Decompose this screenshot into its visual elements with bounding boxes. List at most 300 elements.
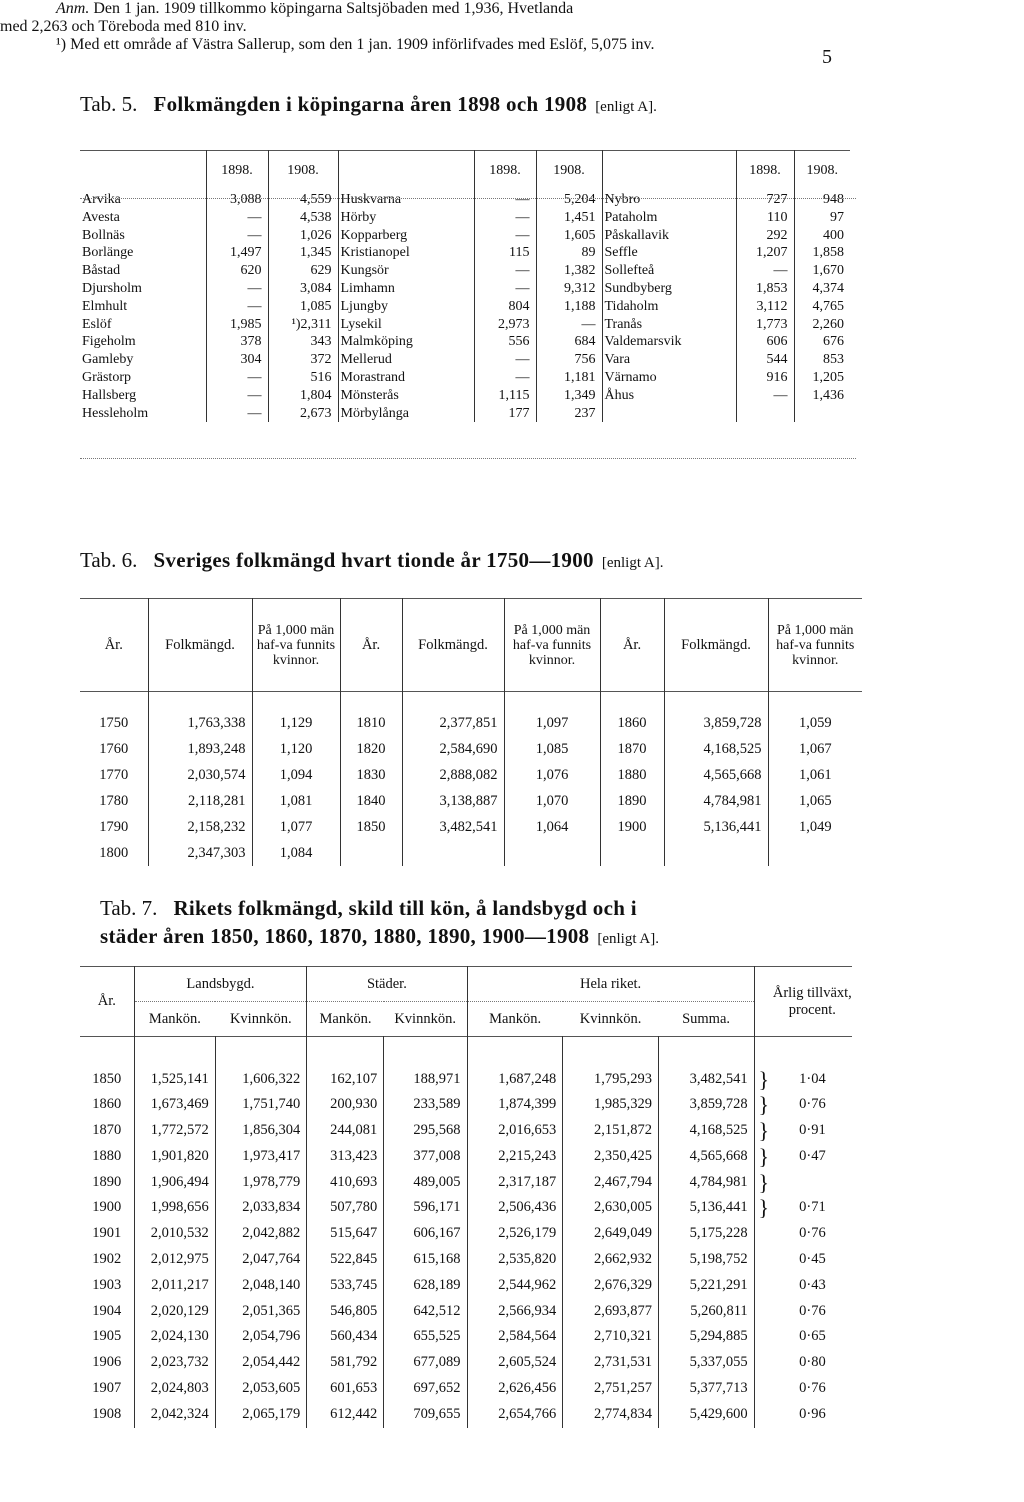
tab7-land-kvinn: 2,048,140 bbox=[215, 1273, 307, 1299]
tab5-col-1908: 1908. bbox=[536, 151, 602, 192]
tab7-heading bbox=[100, 896, 637, 921]
tab7-hela-man: 2,016,653 bbox=[467, 1118, 563, 1144]
tab7-hela-man: 2,506,436 bbox=[467, 1195, 563, 1221]
tab5-value-1908: 4,559 bbox=[268, 191, 338, 209]
tab7-growth: 0·76 bbox=[799, 1302, 826, 1319]
tab5-place: Mörbylånga bbox=[338, 405, 474, 423]
tab5-table bbox=[80, 150, 850, 422]
tab5-place: Ljungby bbox=[338, 298, 474, 316]
tab5-place: Tranås bbox=[602, 316, 736, 334]
tab7-table bbox=[80, 966, 852, 1428]
tab7-row bbox=[80, 1221, 852, 1247]
tab7-land-kvinn: 2,033,834 bbox=[215, 1195, 307, 1221]
tab5-place: Tidaholm bbox=[602, 298, 736, 316]
tab7-growth: 0·96 bbox=[799, 1405, 826, 1422]
tab5-place: Nybro bbox=[602, 191, 736, 209]
tab7-hela-kvinn: 2,649,049 bbox=[563, 1221, 659, 1247]
tab5-place: Värnamo bbox=[602, 369, 736, 387]
tab5-value-1898: — bbox=[474, 351, 536, 369]
tab5-place: Eslöf bbox=[80, 316, 206, 334]
tab7-sub-kvinn: Kvinnkön. bbox=[384, 1002, 467, 1037]
tab6-population: 4,168,525 bbox=[664, 736, 768, 762]
tab5-place: Lysekil bbox=[338, 316, 474, 334]
tab7-grp-stad: Städer. bbox=[307, 967, 467, 1002]
tab7-land-kvinn: 1,856,304 bbox=[215, 1118, 307, 1144]
tab5-row bbox=[80, 262, 850, 280]
tab5-place: Mönsterås bbox=[338, 387, 474, 405]
tab7-row bbox=[80, 1324, 852, 1350]
tab5-value-1898: — bbox=[474, 227, 536, 245]
tab5-place: Åhus bbox=[602, 387, 736, 405]
tab5-row bbox=[80, 298, 850, 316]
tab7-stad-kvinn: 377,008 bbox=[384, 1144, 467, 1170]
tab7-stad-man: 313,423 bbox=[307, 1144, 384, 1170]
tab7-hela-man: 2,605,524 bbox=[467, 1350, 563, 1376]
tab5-value-1908: ¹)2,311 bbox=[268, 316, 338, 334]
tab5-value-1908: 1,804 bbox=[268, 387, 338, 405]
tab7-hela-summa: 5,260,811 bbox=[658, 1299, 754, 1325]
tab6-population: 3,482,541 bbox=[402, 814, 504, 840]
tab6-row bbox=[80, 840, 862, 866]
tab5-value-1908: 372 bbox=[268, 351, 338, 369]
tab7-stad-man: 546,805 bbox=[307, 1299, 384, 1325]
tab7-growth: 0·80 bbox=[799, 1354, 826, 1371]
tab7-year: 1890 bbox=[80, 1170, 134, 1196]
tab5-place: Huskvarna bbox=[338, 191, 474, 209]
tab5-row bbox=[80, 191, 850, 209]
tab6-ratio: 1,097 bbox=[504, 710, 600, 736]
tab7-row bbox=[80, 1273, 852, 1299]
tab7-growth: 0·65 bbox=[799, 1328, 826, 1345]
tab5-col-1908: 1908. bbox=[806, 163, 838, 178]
tab6-ratio: 1,077 bbox=[252, 814, 340, 840]
tab6-col-ratio: På 1,000 män haf-va funnits kvinnor. bbox=[252, 599, 340, 692]
tab5-place: Båstad bbox=[80, 262, 206, 280]
tab5-value-1908: — bbox=[536, 316, 602, 334]
tab5-value-1898: — bbox=[206, 387, 268, 405]
tab6-ratio: 1,049 bbox=[798, 818, 832, 835]
tab7-stad-kvinn: 615,168 bbox=[384, 1247, 467, 1273]
tab7-row bbox=[80, 1195, 852, 1221]
tab5-value-1898: 3,112 bbox=[736, 298, 794, 316]
tab5-place: Kungsör bbox=[338, 262, 474, 280]
tab7-growth: 0·45 bbox=[799, 1251, 826, 1268]
tab7-stad-man: 244,081 bbox=[307, 1118, 384, 1144]
tab7-hela-man: 1,687,248 bbox=[467, 1067, 563, 1093]
tab5-value-1898: 115 bbox=[474, 244, 536, 262]
tab5-value-1898: 727 bbox=[736, 191, 794, 209]
tab6-year: 1760 bbox=[80, 736, 148, 762]
tab7-hela-summa: 5,294,885 bbox=[658, 1324, 754, 1350]
tab6-population: 2,584,690 bbox=[402, 736, 504, 762]
tab7-brace bbox=[754, 1324, 773, 1350]
tab7-stad-kvinn: 709,655 bbox=[384, 1402, 467, 1428]
tab7-brace: } bbox=[758, 1143, 770, 1169]
tab7-stad-kvinn: 628,189 bbox=[384, 1273, 467, 1299]
tab7-land-man: 2,012,975 bbox=[134, 1247, 215, 1273]
tab7-hela-kvinn: 2,751,257 bbox=[563, 1376, 659, 1402]
tab7-land-kvinn: 2,051,365 bbox=[215, 1299, 307, 1325]
tab7-stad-kvinn: 642,512 bbox=[384, 1299, 467, 1325]
tab5-value-1908: 2,260 bbox=[812, 316, 844, 332]
tab5-value-1898: 804 bbox=[474, 298, 536, 316]
tab6-col-pop: Folkmängd. bbox=[402, 599, 504, 692]
tab7-row bbox=[80, 1118, 852, 1144]
tab6-population: 3,138,887 bbox=[402, 788, 504, 814]
tab5-value-1908: 4,538 bbox=[268, 209, 338, 227]
tab7-hela-kvinn: 2,774,834 bbox=[563, 1402, 659, 1428]
tab5-value-1898: 292 bbox=[736, 227, 794, 245]
tab6-ratio: 1,129 bbox=[252, 710, 340, 736]
tab7-growth: 1·04 bbox=[799, 1070, 826, 1087]
tab7-land-man: 1,673,469 bbox=[134, 1092, 215, 1118]
tab5-place: Figeholm bbox=[80, 333, 206, 351]
tab6-row bbox=[80, 814, 862, 840]
tab5-value-1898: — bbox=[206, 369, 268, 387]
tab5-value-1898: 1,985 bbox=[206, 316, 268, 334]
tab7-growth: 0·76 bbox=[799, 1225, 826, 1242]
tab7-stad-kvinn: 655,525 bbox=[384, 1324, 467, 1350]
tab5-value-1908: 343 bbox=[268, 333, 338, 351]
tab7-stad-man: 200,930 bbox=[307, 1092, 384, 1118]
tab7-growth bbox=[773, 1170, 852, 1196]
tab5-value-1898: — bbox=[474, 191, 536, 209]
tab6-ratio: 1,120 bbox=[252, 736, 340, 762]
tab7-growth: 0·76 bbox=[799, 1096, 826, 1113]
tab7-grp-land: Landsbygd. bbox=[134, 967, 307, 1002]
tab6-col-year: År. bbox=[600, 599, 664, 692]
tab7-hela-kvinn: 2,662,932 bbox=[563, 1247, 659, 1273]
tab6-year: 1860 bbox=[600, 710, 664, 736]
tab7-stad-man: 612,442 bbox=[307, 1402, 384, 1428]
tab5-row bbox=[80, 227, 850, 245]
tab7-row bbox=[80, 1402, 852, 1428]
tab7-source: [enligt A]. bbox=[597, 931, 660, 947]
tab7-brace: } bbox=[758, 1066, 770, 1092]
tab5-value-1898: 1,497 bbox=[206, 244, 268, 262]
tab7-hela-summa: 4,168,525 bbox=[658, 1118, 754, 1144]
tab7-heading-line2 bbox=[100, 924, 659, 949]
tab5-header-row bbox=[80, 151, 850, 192]
tab5-place: Bollnäs bbox=[80, 227, 206, 245]
tab5-value-1898 bbox=[736, 405, 794, 423]
tab6-year: 1750 bbox=[80, 710, 148, 736]
tab5-value-1898: 1,853 bbox=[736, 280, 794, 298]
tab7-row bbox=[80, 1067, 852, 1093]
tab7-stad-man: 581,792 bbox=[307, 1350, 384, 1376]
tab6-population: 2,118,281 bbox=[148, 788, 252, 814]
tab5-value-1908: 1,858 bbox=[812, 245, 844, 261]
tab7-hela-summa: 5,175,228 bbox=[658, 1221, 754, 1247]
tab7-year: 1880 bbox=[80, 1144, 134, 1170]
tab7-land-kvinn: 2,065,179 bbox=[215, 1402, 307, 1428]
tab5-header-rule bbox=[80, 198, 856, 199]
tab6-year: 1850 bbox=[340, 814, 402, 840]
tab5-value-1898: — bbox=[206, 405, 268, 423]
tab5-col-1908: 1908. bbox=[268, 151, 338, 192]
tab7-hela-kvinn: 1,985,329 bbox=[563, 1092, 659, 1118]
tab5-bottom-rule bbox=[80, 458, 856, 459]
tab7-stad-kvinn: 233,589 bbox=[384, 1092, 467, 1118]
tab5-value-1908: 1,349 bbox=[536, 387, 602, 405]
tab7-stad-kvinn: 677,089 bbox=[384, 1350, 467, 1376]
tab5-value-1908: 1,436 bbox=[812, 387, 844, 403]
tab7-year: 1902 bbox=[80, 1247, 134, 1273]
tab5-row bbox=[80, 316, 850, 334]
tab5-value-1898: — bbox=[474, 262, 536, 280]
tab5-value-1908: 1,085 bbox=[268, 298, 338, 316]
tab6-year: 1880 bbox=[600, 762, 664, 788]
tab7-hela-summa: 5,136,441 bbox=[658, 1195, 754, 1221]
tab6-row bbox=[80, 762, 862, 788]
tab6-population: 2,030,574 bbox=[148, 762, 252, 788]
tab5-place: Hallsberg bbox=[80, 387, 206, 405]
tab7-hela-summa: 3,859,728 bbox=[658, 1092, 754, 1118]
tab7-row bbox=[80, 1170, 852, 1196]
tab7-year: 1850 bbox=[80, 1067, 134, 1093]
tab7-growth: 0·91 bbox=[799, 1122, 826, 1139]
tab7-hela-kvinn: 2,630,005 bbox=[563, 1195, 659, 1221]
tab7-label: Tab. 7. bbox=[100, 896, 158, 920]
tab5-value-1898: 2,973 bbox=[474, 316, 536, 334]
tab7-growth: 0·71 bbox=[799, 1199, 826, 1216]
tab6-ratio: 1,059 bbox=[798, 714, 832, 731]
tab6-population: 1,763,338 bbox=[148, 710, 252, 736]
tab5-note-label: Anm. bbox=[56, 0, 90, 17]
tab7-sub-man: Mankön. bbox=[148, 1010, 201, 1027]
tab7-stad-kvinn: 188,971 bbox=[384, 1067, 467, 1093]
tab6-year: 1820 bbox=[340, 736, 402, 762]
tab7-land-man: 2,011,217 bbox=[134, 1273, 215, 1299]
tab5-value-1898: 620 bbox=[206, 262, 268, 280]
tab7-row bbox=[80, 1350, 852, 1376]
tab6-ratio: 1,064 bbox=[504, 814, 600, 840]
tab6-population: 2,888,082 bbox=[402, 762, 504, 788]
tab6-header-row bbox=[80, 599, 862, 692]
tab6-ratio: 1,067 bbox=[798, 740, 832, 757]
tab7-land-kvinn: 2,054,796 bbox=[215, 1324, 307, 1350]
tab7-sub-kvinn: Kvinnkön. bbox=[215, 1002, 307, 1037]
tab5-title: Folkmängden i köpingarna åren 1898 och 1908 bbox=[153, 92, 588, 116]
tab7-year: 1901 bbox=[80, 1221, 134, 1247]
tab6-ratio bbox=[504, 840, 600, 866]
tab5-col-1898: 1898. bbox=[206, 151, 268, 192]
tab7-land-man: 1,906,494 bbox=[134, 1170, 215, 1196]
tab5-row bbox=[80, 369, 850, 387]
tab6-population: 3,859,728 bbox=[664, 710, 768, 736]
tab6-ratio bbox=[768, 840, 862, 866]
tab6-year: 1830 bbox=[340, 762, 402, 788]
tab7-year: 1903 bbox=[80, 1273, 134, 1299]
tab5-value-1908: 4,374 bbox=[812, 280, 844, 296]
tab5-label: Tab. 5. bbox=[80, 92, 138, 116]
tab6-ratio: 1,061 bbox=[798, 766, 832, 783]
tab6-ratio: 1,076 bbox=[504, 762, 600, 788]
tab7-row bbox=[80, 1092, 852, 1118]
tab7-stad-man: 601,653 bbox=[307, 1376, 384, 1402]
tab6-table bbox=[80, 598, 862, 866]
tab7-hela-man: 2,584,564 bbox=[467, 1324, 563, 1350]
tab7-land-man: 1,901,820 bbox=[134, 1144, 215, 1170]
tab7-grp-tillvaxt: Årlig tillväxt, procent. bbox=[772, 984, 852, 1018]
tab6-year: 1840 bbox=[340, 788, 402, 814]
tab5-value-1898: — bbox=[736, 262, 794, 280]
tab7-brace: } bbox=[758, 1118, 770, 1144]
tab7-stad-man: 410,693 bbox=[307, 1170, 384, 1196]
tab7-hela-summa: 5,337,055 bbox=[658, 1350, 754, 1376]
tab7-hela-summa: 4,784,981 bbox=[658, 1170, 754, 1196]
tab5-place: Sollefteå bbox=[602, 262, 736, 280]
tab5-value-1908: 1,382 bbox=[536, 262, 602, 280]
tab6-col-ratio: På 1,000 män haf-va funnits kvinnor. bbox=[776, 622, 855, 668]
tab5-value-1908: 1,451 bbox=[536, 209, 602, 227]
tab7-title-line1: Rikets folkmängd, skild till kön, å landsbygd och i bbox=[173, 896, 637, 920]
tab6-population: 2,158,232 bbox=[148, 814, 252, 840]
tab5-value-1908: 1,181 bbox=[536, 369, 602, 387]
tab7-sub-kvinn: Kvinnkön. bbox=[579, 1010, 642, 1027]
tab7-land-man: 2,010,532 bbox=[134, 1221, 215, 1247]
tab5-value-1898: — bbox=[474, 280, 536, 298]
tab7-land-man: 2,024,803 bbox=[134, 1376, 215, 1402]
tab7-brace bbox=[754, 1376, 773, 1402]
tab7-hela-kvinn: 2,350,425 bbox=[563, 1144, 659, 1170]
tab6-population: 2,377,851 bbox=[402, 710, 504, 736]
tab5-footnote: ¹) Med ett område af Västra Sallerup, som den 1 jan. 1909 införlifvades med Eslöf, 5,075 inv. bbox=[56, 36, 655, 53]
tab7-hela-summa: 4,565,668 bbox=[658, 1144, 754, 1170]
tab7-growth: 0·43 bbox=[799, 1276, 826, 1293]
tab7-land-man: 1,525,141 bbox=[134, 1067, 215, 1093]
tab5-value-1908: 853 bbox=[823, 352, 844, 368]
tab5-col-1898: 1898. bbox=[736, 151, 794, 192]
tab5-place: Malmköping bbox=[338, 333, 474, 351]
tab5-note bbox=[0, 0, 780, 18]
tab7-stad-man: 515,647 bbox=[307, 1221, 384, 1247]
page-number: 5 bbox=[822, 46, 832, 68]
tab5-value-1908: 1,205 bbox=[812, 369, 844, 385]
tab5-value-1898: — bbox=[206, 227, 268, 245]
tab5-value-1908: 4,765 bbox=[812, 298, 844, 314]
tab6-col-ratio: På 1,000 män haf-va funnits kvinnor. bbox=[504, 599, 600, 692]
tab6-ratio: 1,081 bbox=[252, 788, 340, 814]
tab7-year: 1906 bbox=[80, 1350, 134, 1376]
tab7-brace: } bbox=[758, 1169, 770, 1195]
tab5-value-1898: — bbox=[206, 280, 268, 298]
tab6-year: 1780 bbox=[80, 788, 148, 814]
tab7-year: 1904 bbox=[80, 1299, 134, 1325]
tab7-header-row1 bbox=[80, 967, 852, 1002]
tab5-value-1908: 400 bbox=[823, 227, 844, 243]
tab6-population: 1,893,248 bbox=[148, 736, 252, 762]
tab5-place: Borlänge bbox=[80, 244, 206, 262]
tab5-value-1898: 177 bbox=[474, 405, 536, 423]
tab6-row bbox=[80, 736, 862, 762]
tab5-value-1908: 684 bbox=[536, 333, 602, 351]
tab5-value-1898: — bbox=[206, 209, 268, 227]
tab5-value-1908: 1,605 bbox=[536, 227, 602, 245]
tab7-land-man: 2,024,130 bbox=[134, 1324, 215, 1350]
tab7-brace bbox=[754, 1350, 773, 1376]
tab7-land-kvinn: 1,978,779 bbox=[215, 1170, 307, 1196]
tab6-ratio: 1,065 bbox=[798, 792, 832, 809]
tab7-hela-summa: 5,429,600 bbox=[658, 1402, 754, 1428]
tab6-source: [enligt A]. bbox=[601, 555, 664, 571]
tab7-brace bbox=[754, 1221, 773, 1247]
tab7-stad-man: 507,780 bbox=[307, 1195, 384, 1221]
tab7-stad-man: 533,745 bbox=[307, 1273, 384, 1299]
tab5-place: Kopparberg bbox=[338, 227, 474, 245]
tab5-place: Djursholm bbox=[80, 280, 206, 298]
tab5-value-1898: 110 bbox=[736, 209, 794, 227]
tab7-header-row2 bbox=[80, 1002, 852, 1037]
tab5-value-1908: 1,670 bbox=[812, 263, 844, 279]
tab5-value-1898: 3,088 bbox=[206, 191, 268, 209]
tab7-hela-kvinn: 2,151,872 bbox=[563, 1118, 659, 1144]
tab7-land-kvinn: 2,053,605 bbox=[215, 1376, 307, 1402]
tab7-hela-man: 2,626,456 bbox=[467, 1376, 563, 1402]
tab7-hela-kvinn: 2,676,329 bbox=[563, 1273, 659, 1299]
tab7-row bbox=[80, 1144, 852, 1170]
tab7-year: 1870 bbox=[80, 1118, 134, 1144]
tab6-year: 1790 bbox=[80, 814, 148, 840]
tab7-stad-kvinn: 596,171 bbox=[384, 1195, 467, 1221]
tab7-hela-kvinn: 1,795,293 bbox=[563, 1067, 659, 1093]
tab6-year: 1800 bbox=[80, 840, 148, 866]
tab7-col-year: År. bbox=[80, 967, 134, 1037]
tab7-hela-man: 2,526,179 bbox=[467, 1221, 563, 1247]
tab7-sub-man: Mankön. bbox=[319, 1010, 372, 1027]
tab7-hela-summa: 5,198,752 bbox=[658, 1247, 754, 1273]
tab7-stad-kvinn: 606,167 bbox=[384, 1221, 467, 1247]
tab6-year: 1770 bbox=[80, 762, 148, 788]
tab5-value-1908: 3,084 bbox=[268, 280, 338, 298]
tab5-place: Limhamn bbox=[338, 280, 474, 298]
tab6-ratio: 1,070 bbox=[504, 788, 600, 814]
tab5-value-1898: 1,207 bbox=[736, 244, 794, 262]
tab5-value-1908: 756 bbox=[536, 351, 602, 369]
tab6-year: 1890 bbox=[600, 788, 664, 814]
tab7-stad-man: 162,107 bbox=[307, 1067, 384, 1093]
tab6-col-pop: Folkmängd. bbox=[148, 599, 252, 692]
tab5-place: Grästorp bbox=[80, 369, 206, 387]
tab7-year: 1908 bbox=[80, 1402, 134, 1428]
tab5-value-1898: 606 bbox=[736, 333, 794, 351]
tab7-land-kvinn: 2,042,882 bbox=[215, 1221, 307, 1247]
tab5-row bbox=[80, 280, 850, 298]
tab7-hela-man: 2,566,934 bbox=[467, 1299, 563, 1325]
tab7-brace: } bbox=[758, 1092, 770, 1118]
tab5-value-1898: — bbox=[206, 298, 268, 316]
tab7-row bbox=[80, 1299, 852, 1325]
tab5-value-1908: 1,345 bbox=[268, 244, 338, 262]
tab6-year bbox=[340, 840, 402, 866]
tab6-population: 2,347,303 bbox=[148, 840, 252, 866]
tab6-population bbox=[664, 840, 768, 866]
tab7-growth: 0·76 bbox=[799, 1380, 826, 1397]
tab7-land-kvinn: 1,606,322 bbox=[215, 1067, 307, 1093]
tab5-place: Seffle bbox=[602, 244, 736, 262]
tab5-place: Påskallavik bbox=[602, 227, 736, 245]
tab7-brace bbox=[754, 1402, 773, 1428]
tab7-sub-man: Mankön. bbox=[489, 1010, 542, 1027]
tab6-ratio: 1,094 bbox=[252, 762, 340, 788]
tab7-stad-man: 522,845 bbox=[307, 1247, 384, 1273]
tab7-year: 1860 bbox=[80, 1092, 134, 1118]
tab5-source: [enligt A]. bbox=[595, 99, 657, 115]
tab5-value-1898: 378 bbox=[206, 333, 268, 351]
tab7-land-man: 2,042,324 bbox=[134, 1402, 215, 1428]
tab7-brace bbox=[754, 1299, 773, 1325]
tab7-stad-kvinn: 489,005 bbox=[384, 1170, 467, 1196]
